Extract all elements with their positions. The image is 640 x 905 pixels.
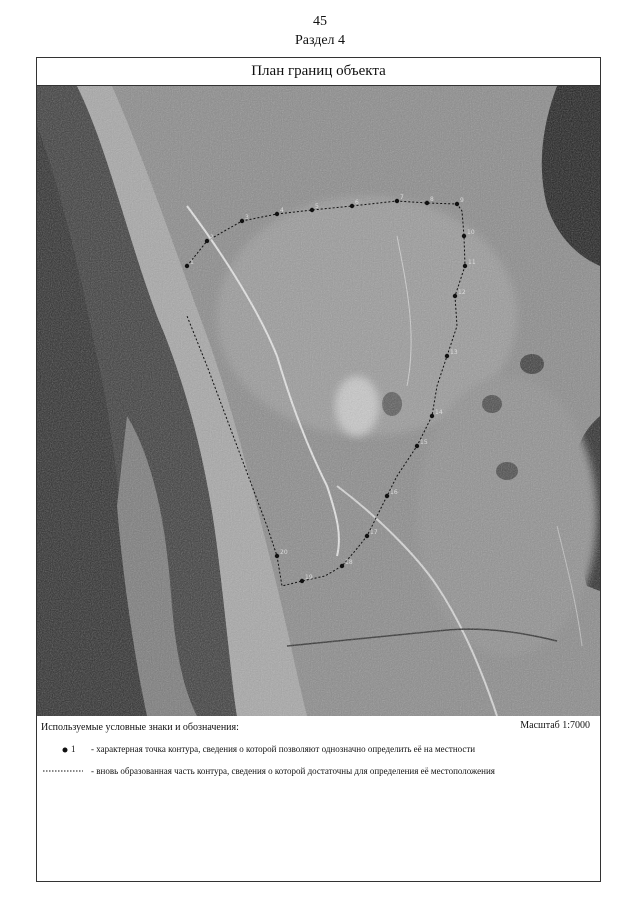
point-symbol-icon <box>41 744 85 756</box>
point-symbol-label: 1 <box>71 744 76 754</box>
contour-point-label: 17 <box>370 529 378 536</box>
page-number: 45 <box>313 14 327 29</box>
contour-point-label: 12 <box>458 289 466 296</box>
contour-point-dot <box>395 199 399 203</box>
contour-point-label: 10 <box>467 229 475 236</box>
contour-point-dot <box>425 201 429 205</box>
contour-point-dot <box>240 219 244 223</box>
contour-point-label: 6 <box>355 199 359 206</box>
map-scale: Масштаб 1:7000 <box>520 720 590 731</box>
contour-point-dot <box>385 494 389 498</box>
contour-point-label: 11 <box>468 259 476 266</box>
contour-point-label: 18 <box>345 559 353 566</box>
grain-overlay <box>37 86 600 716</box>
contour-point-dot <box>275 554 279 558</box>
contour-point-label: 5 <box>315 203 319 210</box>
contour-point-label: 20 <box>280 549 288 556</box>
section-title: Раздел 4 <box>294 33 346 48</box>
contour-point-dot <box>185 264 189 268</box>
contour-point-label: 8 <box>430 196 434 203</box>
contour-point-label: 14 <box>435 409 443 416</box>
contour-point-label: 3 <box>245 214 249 221</box>
contour-point-dot <box>205 239 209 243</box>
contour-point-label: 1 <box>190 259 194 266</box>
contour-point-dot <box>445 354 449 358</box>
contour-point-dot <box>310 208 314 212</box>
contour-point-label: 13 <box>450 349 458 356</box>
contour-point-label: 7 <box>400 194 404 201</box>
contour-point-dot <box>463 264 467 268</box>
aerial-map[interactable] <box>37 86 600 716</box>
contour-point-dot <box>455 202 459 206</box>
contour-point-dot <box>415 444 419 448</box>
contour-point-dot <box>365 534 369 538</box>
contour-point-dot <box>275 212 279 216</box>
contour-point-label: 19 <box>305 574 313 581</box>
contour-point-dot <box>462 234 466 238</box>
contour-point-dot <box>430 414 434 418</box>
legend-point-text: - характерная точка контура, сведения о которой позволяют однозначно определить её на местности <box>91 744 476 754</box>
contour-point-label: 2 <box>210 234 214 241</box>
legend-header: Используемые условные знаки и обозначения: <box>41 722 239 733</box>
contour-point-dot <box>300 579 304 583</box>
contour-point-label: 16 <box>390 489 398 496</box>
contour-point-dot <box>340 564 344 568</box>
contour-point-label: 15 <box>420 439 428 446</box>
contour-point-dot <box>350 204 354 208</box>
contour-point-dot <box>453 294 457 298</box>
contour-point-label: 4 <box>280 207 284 214</box>
contour-point-label: 9 <box>460 197 464 204</box>
plan-title: План границ объекта <box>37 58 600 86</box>
plan-frame <box>36 57 601 882</box>
legend-contour-text: - вновь образованная часть контура, сведения о которой достаточны для определения её местоположения <box>91 766 495 776</box>
dotted-line-icon <box>41 766 85 778</box>
map-svg <box>37 86 600 716</box>
